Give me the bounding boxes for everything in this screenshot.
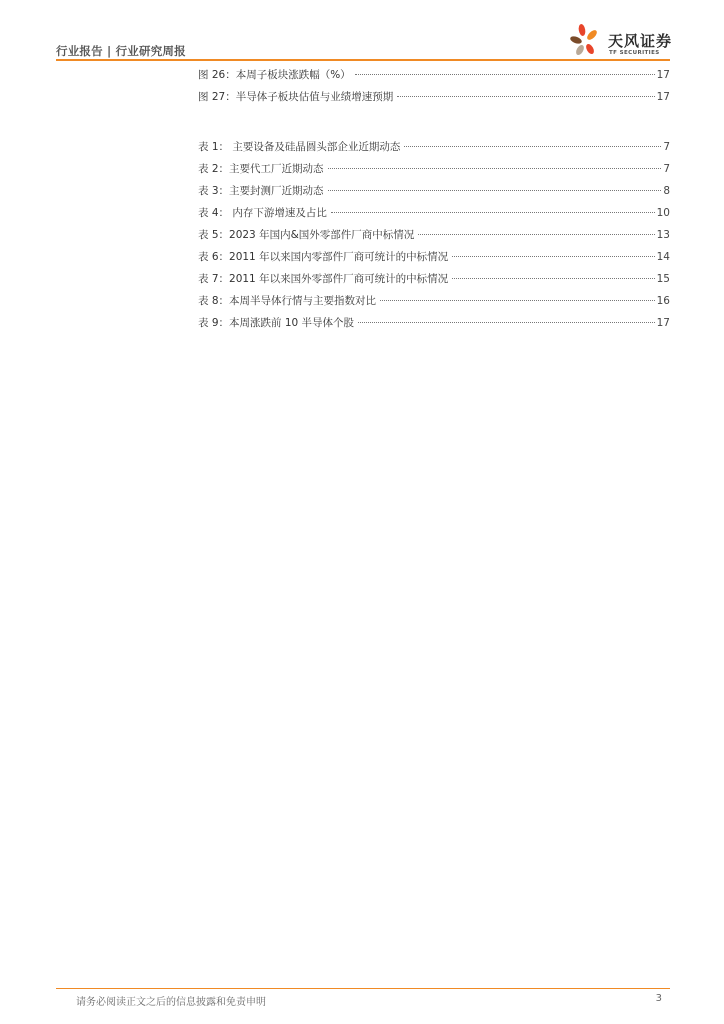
toc-entry-title: 表 5：2023 年国内&国外零部件厂商中标情况 (198, 229, 415, 241)
toc-leader-dots (397, 96, 654, 97)
toc-entry[interactable] (198, 227, 670, 249)
toc-entry-title: 表 9：本周涨跌前 10 半导体个股 (198, 317, 355, 329)
toc-leader-dots (355, 74, 655, 75)
toc-entry-page: 10 (656, 207, 670, 219)
toc-entry-page: 15 (656, 273, 670, 285)
toc-leader-dots (418, 234, 654, 235)
toc-entry[interactable] (198, 315, 670, 337)
toc-entry-page: 16 (656, 295, 670, 307)
toc-entry-page: 17 (656, 69, 670, 81)
toc-entry[interactable] (198, 139, 670, 161)
toc-entry-title: 表 3：主要封测厂近期动态 (198, 185, 324, 197)
logo-english-name: TF SECURITIES (609, 50, 660, 56)
toc-entry[interactable] (198, 89, 670, 111)
toc-leader-dots (331, 212, 655, 213)
toc-entry[interactable] (198, 293, 670, 315)
toc-leader-dots (404, 146, 661, 147)
toc-leader-dots (452, 256, 655, 257)
table-list (198, 139, 670, 337)
company-logo (568, 22, 678, 62)
footer-divider (56, 988, 670, 989)
toc-leader-dots (452, 278, 655, 279)
toc-entry-title: 表 8：本周半导体行情与主要指数对比 (198, 295, 377, 307)
figure-list (198, 67, 670, 111)
toc-entry-page: 7 (663, 141, 670, 153)
toc-entry-title: 图 27：半导体子板块估值与业绩增速预期 (198, 91, 394, 103)
report-category: 行业报告 | 行业研究周报 (56, 44, 186, 58)
toc-entry-page: 17 (656, 91, 670, 103)
toc-entry-title: 表 1： 主要设备及硅晶圆头部企业近期动态 (198, 141, 401, 153)
toc-entry-page: 13 (656, 229, 670, 241)
footer-disclaimer: 请务必阅读正文之后的信息披露和免责申明 (76, 997, 266, 1008)
toc-leader-dots (328, 168, 662, 169)
toc-entry[interactable] (198, 183, 670, 205)
toc-leader-dots (358, 322, 655, 323)
toc-leader-dots (380, 300, 655, 301)
toc-entry[interactable] (198, 271, 670, 293)
logo-flower-icon (568, 22, 604, 58)
logo-chinese-name: 天风证券 (608, 32, 673, 50)
toc-entry-page: 7 (663, 163, 670, 175)
toc-entry[interactable] (198, 161, 670, 183)
toc-entry-title: 表 2：主要代工厂近期动态 (198, 163, 324, 175)
toc-leader-dots (328, 190, 662, 191)
toc-entry-title: 表 7：2011 年以来国外零部件厂商可统计的中标情况 (198, 273, 449, 285)
toc-entry-title: 表 6：2011 年以来国内零部件厂商可统计的中标情况 (198, 251, 449, 263)
toc-entry-page: 14 (656, 251, 670, 263)
toc-entry[interactable] (198, 249, 670, 271)
header-divider (56, 59, 670, 61)
toc-entry-title: 图 26：本周子板块涨跌幅（%） (198, 69, 351, 81)
toc-entry-title: 表 4： 内存下游增速及占比 (198, 207, 327, 219)
page-number: 3 (655, 993, 662, 1004)
toc-entry[interactable] (198, 67, 670, 89)
toc-entry[interactable] (198, 205, 670, 227)
toc-entry-page: 17 (656, 317, 670, 329)
toc-entry-page: 8 (663, 185, 670, 197)
